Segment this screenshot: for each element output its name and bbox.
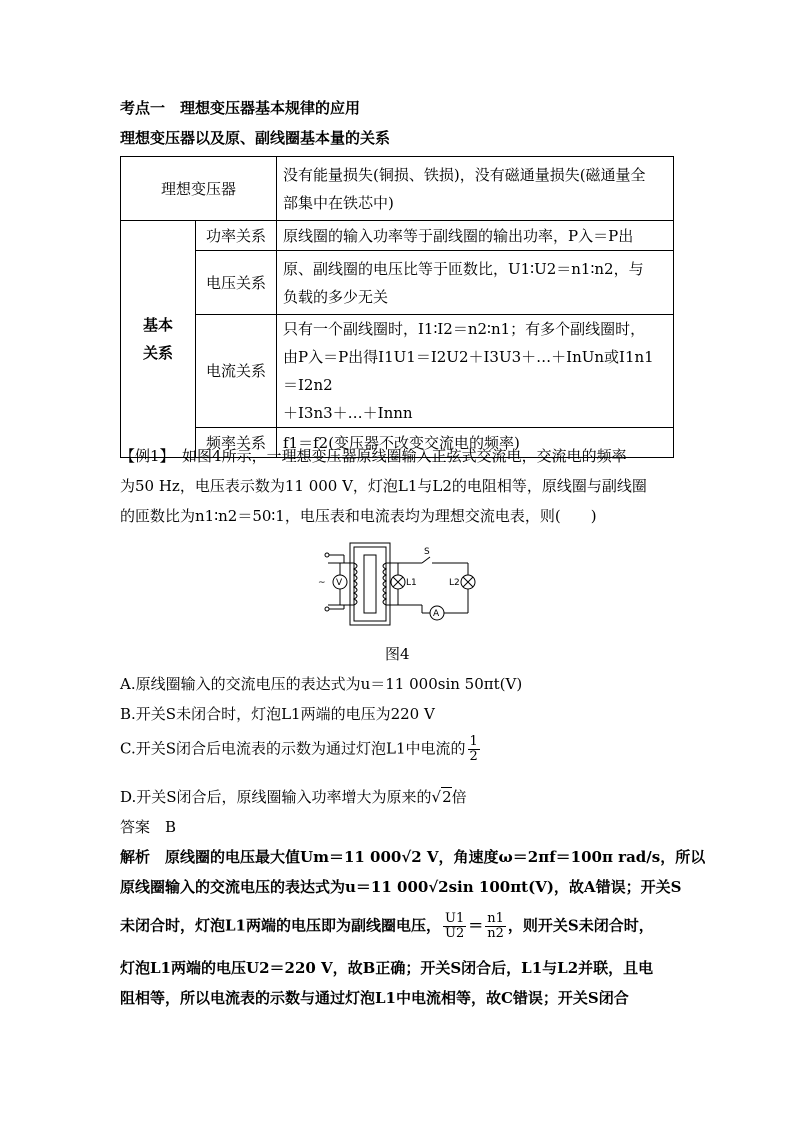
transformer-circuit-diagram	[318, 541, 478, 631]
fraction-denominator: 2	[469, 749, 478, 764]
iron-core-center	[364, 555, 376, 613]
table-row	[121, 315, 674, 428]
table-row	[121, 157, 674, 221]
option-d: D.开关S闭合后，原线圈输入功率增大为原来的√2倍	[120, 788, 467, 806]
current-text-a: 只有一个副线圈时，I1∶I2＝n2∶n1；有多个副线圈时，	[283, 320, 646, 338]
fraction-denominator: U2	[445, 926, 465, 941]
ideal-transformer-text	[277, 157, 674, 221]
current-text	[277, 315, 674, 428]
switch-s	[422, 557, 430, 563]
voltage-text	[277, 251, 674, 315]
analysis-line-3-a: 未闭合时，灯泡L1两端的电压即为副线圈电压，	[120, 916, 441, 935]
analysis-line-1: 解析 原线圈的电压最大值Um＝11 000√2 V，角速度ω＝2πf＝100π rad/s，所以	[120, 848, 706, 866]
switch-label: S	[424, 547, 430, 557]
sqrt-radicand: 2	[442, 788, 452, 806]
answer-line: 答案 B	[120, 818, 177, 836]
iron-core-inner	[354, 547, 386, 621]
analysis-line-4: 灯泡L1两端的电压U2＝220 V，故B正确；开关S闭合后，L1与L2并联，且电	[120, 959, 654, 977]
example-line-3: 的匝数比为n1∶n2＝50∶1，电压表和电流表均为理想交流电表，则( )	[120, 507, 597, 525]
fraction-one-half	[468, 735, 480, 764]
voltage-text-a: 原、副线圈的电压比等于匝数比，U1∶U2＝n1∶n2，与	[283, 259, 644, 278]
table-row	[121, 251, 674, 315]
ideal-transformer-label: 理想变压器	[121, 157, 277, 221]
basic-relations-label	[121, 221, 196, 458]
ammeter-label: A	[433, 609, 440, 619]
current-text-c: ＋I3n3＋…＋Innn	[283, 404, 413, 422]
fraction-denominator: n2	[487, 926, 504, 941]
fraction-numerator: U1	[445, 911, 465, 926]
input-terminal-bottom	[325, 607, 329, 611]
voltage-label: 电压关系	[196, 251, 277, 315]
analysis-line-2: 原线圈输入的交流电压的表达式为u＝11 000√2sin 100πt(V)，故A错误；开关S	[120, 878, 682, 896]
fraction-u1-u2	[443, 912, 466, 941]
analysis-line-5: 阻相等，所以电流表的示数与通过灯泡L1中电流相等，故C错误；开关S闭合	[120, 989, 629, 1007]
relations-table	[120, 156, 674, 458]
frequency-text: f1＝f2(变压器不改变交流电的频率)	[277, 428, 674, 458]
section-heading: 考点一 理想变压器基本规律的应用	[120, 99, 361, 117]
current-text-b: 由P入＝P出得I1U1＝I2U2＋I3U3＋…＋InUn或I1n1＝I2n2	[283, 348, 654, 394]
lamp-l2-label: L2	[449, 578, 460, 588]
fraction-n1-n2	[485, 912, 506, 941]
table-row	[121, 221, 674, 251]
example-line-2: 为50 Hz，电压表示数为11 000 V，灯泡L1与L2的电阻相等，原线圈与副线圈	[120, 477, 647, 495]
option-a: A.原线圈输入的交流电压的表达式为u＝11 000sin 50πt(V)	[120, 675, 523, 693]
option-d-tail: 倍	[451, 788, 467, 806]
equals-sign: ＝	[468, 916, 484, 935]
option-b: B.开关S未闭合时，灯泡L1两端的电压为220 V	[120, 705, 435, 723]
option-c	[120, 735, 482, 764]
analysis-line-3	[120, 912, 654, 941]
figure-caption: 图4	[385, 645, 410, 663]
fraction-numerator: n1	[487, 911, 504, 926]
current-label: 电流关系	[196, 315, 277, 428]
row1-text-b: 部集中在铁芯中)	[283, 193, 394, 212]
ac-source-symbol: ~	[318, 578, 326, 588]
input-terminal-top	[325, 553, 329, 557]
lamp-l1-label: L1	[406, 578, 417, 588]
analysis-line-3-b: ，则开关S未闭合时，	[507, 916, 654, 935]
power-text: 原线圈的输入功率等于副线圈的输出功率，P入＝P出	[277, 221, 674, 251]
option-d-text: D.开关S闭合后，原线圈输入功率增大为原来的	[120, 788, 432, 806]
option-c-text: C.开关S闭合后电流表的示数为通过灯泡L1中电流的	[120, 739, 466, 758]
voltage-text-b: 负载的多少无关	[283, 287, 389, 306]
fraction-numerator: 1	[469, 734, 478, 749]
frequency-label: 频率关系	[196, 428, 277, 458]
group-label-a: 基本	[142, 316, 173, 334]
voltmeter-label: V	[336, 578, 343, 588]
table-heading: 理想变压器以及原、副线圈基本量的关系	[120, 129, 391, 147]
row1-text-a: 没有能量损失(铜损、铁损)，没有磁通量损失(磁通量全	[283, 165, 646, 184]
power-label: 功率关系	[196, 221, 277, 251]
example-line-1: 【例1】 如图4所示，一理想变压器原线圈输入正弦式交流电，交流电的频率	[120, 447, 627, 465]
group-label-b: 关系	[142, 344, 173, 362]
